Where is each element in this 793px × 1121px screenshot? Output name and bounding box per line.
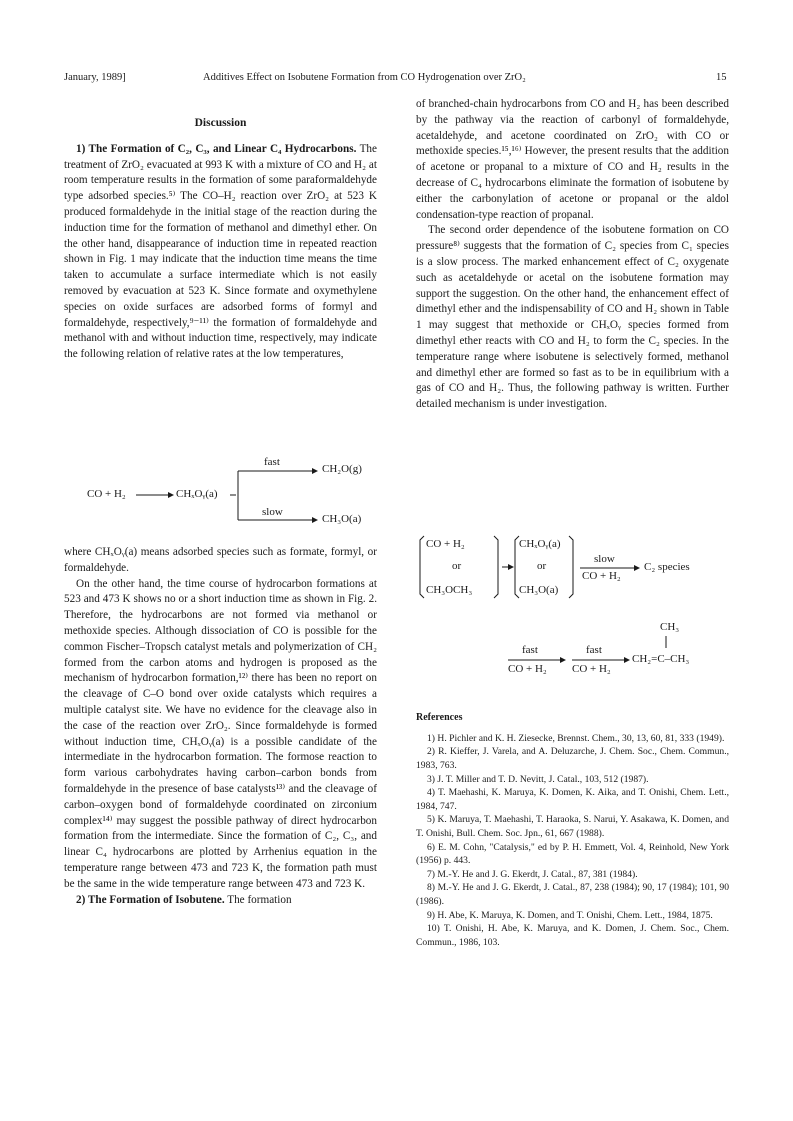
- scheme-1-intermediate: CHₓOᵧ(a): [176, 488, 218, 500]
- paragraph-time-course: On the other hand, the time course of hydrocarbon formations at 523 and 473 K shows no or a short induction time as shown in Fig. 2. Therefore, the hydrocarbons are not formed via methanol or methoxide species. Although dissociation of CO is possible for the common Fischer–Tropsch catalyst metals and polymerization of CH₂ formed from the carbon atoms and hydrogen is proposed as the mechanism of hydrocarbon formation,¹²⁾ there has been no report on the cleavage of C–O bond over oxide catalysts which requires a multiple catalyst site. We have no evidence for the cleavage also in the case of the reaction over ZrO₂. Since formaldehyde is formed without induction time, CHₓOᵧ(a) is a possible candidate of the intermediate in the hydrocarbon formation. The formose reaction to form various carbohydrates having carbon–carbon bonds from formaldehyde in the presence of base catalysts¹³⁾ and the cleavage of carbon–oxygen bond of formaldehyde coordinated on zirconium complex¹⁴⁾ may suggest the possible pathway of direct hydrocarbon formation from the intermediate. Since the formation of C₂, C₃, and linear C₄ hydrocarbons are plotted by Arrhenius equation in the temperature range between 473 and 723 K, the formation path must be the same in the wide temperature range between 473 and 723 K.: [64, 577, 377, 890]
- reference-item: 5) K. Maruya, T. Maehashi, T. Haraoka, S. Narui, Y. Asakawa, K. Domen, and T. Onishi, Bull. Chem. Soc. Jpn., 61, 667 (1988).: [416, 814, 729, 839]
- page-number: 15: [716, 72, 727, 83]
- left-column-top: [64, 116, 377, 363]
- scheme-2-arrows: [416, 530, 729, 670]
- scheme-1-product-fast: CH₂O(g): [322, 463, 362, 475]
- reference-item: 2) R. Kieffer, J. Varela, and A. Deluzarche, J. Chem. Soc., Chem. Commun., 1983, 763.: [416, 746, 729, 771]
- references-list: [416, 732, 729, 950]
- reference-item: 10) T. Onishi, H. Abe, K. Maruya, and K. Domen, J. Chem. Soc., Chem. Commun., 1986, 103.: [416, 923, 729, 948]
- scheme-2-c2-species: C₂ species: [644, 561, 690, 573]
- reference-item: 9) H. Abe, K. Maruya, K. Domen, and T. Onishi, Chem. Lett., 1984, 1875.: [427, 909, 713, 921]
- scheme-1-slow-label: slow: [262, 506, 283, 518]
- scheme-2-fast-1-reagent: CO + H₂: [508, 663, 547, 675]
- right-column-top: [416, 97, 729, 413]
- header-title: Additives Effect on Isobutene Formation from CO Hydrogenation over ZrO₂: [203, 72, 526, 83]
- scheme-2-box1-bottom: CH₃OCH₃: [426, 584, 473, 596]
- reference-item: 4) T. Maehashi, K. Maruya, K. Domen, K. Aika, and T. Onishi, Chem. Lett., 1984, 747.: [416, 787, 729, 812]
- references-heading: References: [416, 712, 463, 723]
- scheme-1-reactants: CO + H₂: [87, 488, 126, 500]
- scheme-2-box1-or: or: [452, 560, 462, 572]
- reaction-scheme-1: [64, 452, 377, 542]
- scheme-1-fast-label: fast: [264, 456, 280, 468]
- reference-item: 6) E. M. Cohn, "Catalysis," ed by P. H. Emmett, Vol. 4, Reinhold, New York (1956) p. 443.: [416, 841, 729, 867]
- scheme-2-fast-1-label: fast: [522, 644, 538, 656]
- scheme-2-box2-or: or: [537, 560, 547, 572]
- scheme-2-isobutene: CH₂=C–CH₃: [632, 653, 690, 665]
- reaction-scheme-2: [416, 530, 729, 675]
- scheme-2-fast-2-reagent: CO + H₂: [572, 663, 611, 675]
- scheme-2-box2-top: CHₓOᵧ(a): [519, 538, 561, 550]
- subsection-title-1: 1) The Formation of C₂, C₃, and Linear C₄ Hydrocarbons.: [76, 142, 357, 155]
- left-column-bottom: [64, 545, 377, 908]
- reference-item: 3) J. T. Miller and T. D. Nevitt, J. Catal., 103, 512 (1987).: [427, 773, 649, 785]
- reference-item: 8) M.-Y. He and J. G. Ekerdt, J. Catal., 87, 238 (1984); 90, 17 (1984); 101, 90 (1986).: [416, 882, 729, 907]
- paragraph-formation-c2-c3: [64, 142, 377, 363]
- paragraph-branched-chain: of branched-chain hydrocarbons from CO and H₂ has been described by the pathway via the reaction of carbonyl of formaldehyde, acetaldehyde, and acetone coordinated on ZrO₂ with CO or methoxide species.¹⁵,¹⁶⁾ However, the present results that the addition of acetone or propanal to a mixture of CO and H₂ results in the decrease of C₄ hydrocarbons eliminate the formation of isobutene by either the carbonylation of acetone or propanal or the aldol condensation-type reaction of propanal.: [416, 98, 729, 221]
- paragraph-4-text: The formation: [224, 893, 292, 906]
- reference-item: 7) M.-Y. He and J. G. Ekerdt, J. Catal., 87, 381 (1984).: [427, 868, 638, 880]
- scheme-2-methyl: CH₃: [660, 621, 680, 633]
- paragraph-1-text: The treatment of ZrO₂ evacuated at 993 K with a mixture of CO and H₂ at room temperature results in the formation of some paraformaldehyde type adsorbed species.⁵⁾ The CO–H₂ reaction over ZrO₂ at 523 K produced formaldehyde in the initial stage of the reaction during the induction time for the formation of methanol and dimethyl ether. On the other hand, disappearance of induction time in repeated reaction shown in Fig. 1 may indicate that the induction time means the time taken to accumulate a surface intermediate which is not easily removed by evacuation at 523 K. Since formate and oxymethylene species on oxide surfaces are adsorbed forms of formyl and formaldehyde, respectively,⁹⁻¹¹⁾ the formation of formaldehyde and methanol with and without induction time, respectively, may indicate the following relation of relative rates at the low temperatures,: [64, 142, 377, 361]
- reference-item: 1) H. Pichler and K. H. Ziesecke, Brennst. Chem., 30, 13, 60, 81, 333 (1949).: [427, 732, 725, 744]
- header-date: January, 1989]: [64, 72, 126, 83]
- paragraph-isobutene-start: [64, 893, 377, 909]
- subsection-title-2: 2) The Formation of Isobutene.: [76, 893, 225, 906]
- paragraph-where: where CHₓOᵧ(a) means adsorbed species such as formate, formyl, or formaldehyde.: [64, 546, 377, 574]
- paragraph-second-order: The second order dependence of the isobutene formation on CO pressure⁸⁾ suggests that the formation of C₂ species from C₁ species is a slow process. The marked enhancement effect of C₂ oxygenate such as acetaldehyde or acetal on the isobutene formation may support the suggestion. On the other hand, the enhancement effect of dimethyl ether and the indispensability of CO and H₂ shown in Table 1 may suggest that methoxide or CHₓOᵧ species formed from dimethyl ether reacts with CO and H₂ to form the C₂ species. In the temperature range where isobutene is selectively formed, methanol and dimethyl ether are formed so fast as to be in equilibrium with a gas of CO and H₂. Thus, the following pathway is written. Further detailed mechanism is under investigation.: [416, 224, 729, 411]
- scheme-2-fast-2-label: fast: [586, 644, 602, 656]
- discussion-heading: Discussion: [194, 117, 247, 129]
- scheme-2-box1-top: CO + H₂: [426, 538, 465, 550]
- references-section: [416, 710, 729, 949]
- scheme-2-box2-bottom: CH₃O(a): [519, 584, 559, 596]
- scheme-2-slow-label: slow: [594, 553, 615, 565]
- scheme-2-slow-reagent: CO + H₂: [582, 570, 621, 582]
- scheme-1-product-slow: CH₃O(a): [322, 513, 362, 525]
